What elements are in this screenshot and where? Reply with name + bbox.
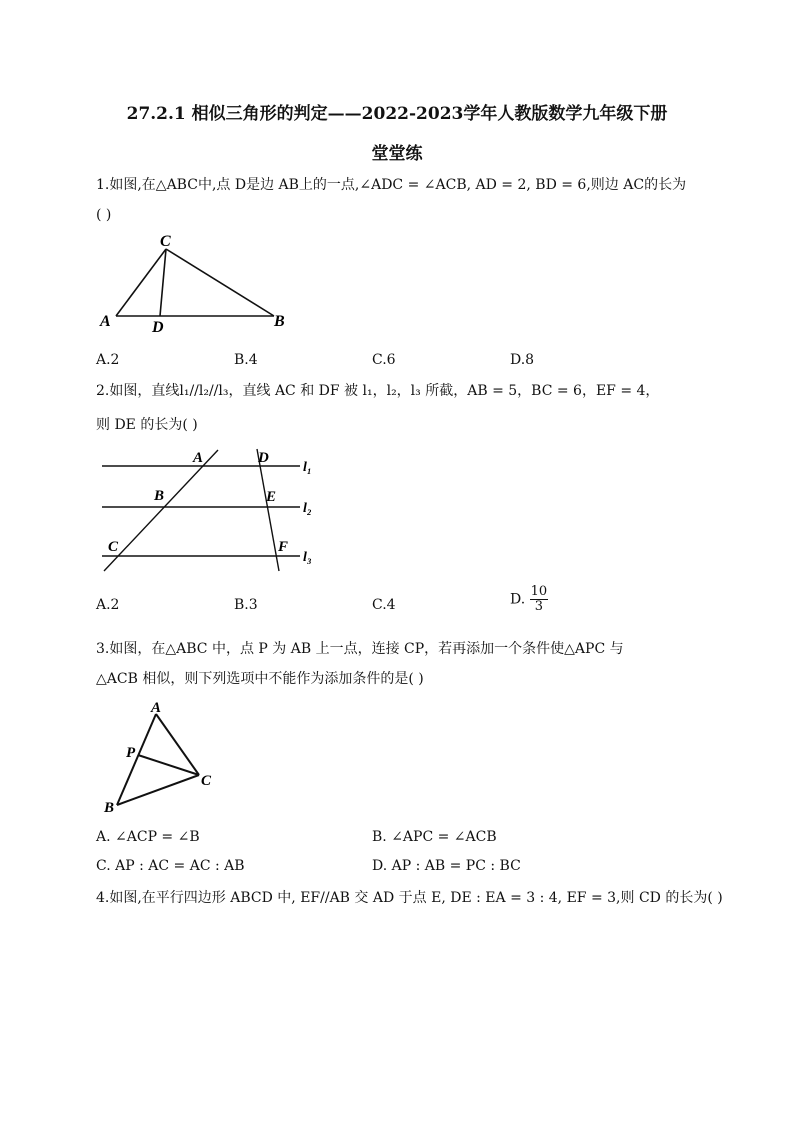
q1-option-b[interactable]: B.4 xyxy=(234,352,258,368)
q1-label-b: B xyxy=(274,313,285,330)
q1-option-c[interactable]: C.6 xyxy=(372,352,396,368)
q1-segment-cd xyxy=(160,249,166,316)
q1-option-a[interactable]: A.2 xyxy=(96,352,120,368)
q2-label-c: C xyxy=(108,539,119,555)
q1-segment-cb xyxy=(166,249,274,316)
q2-line-ac xyxy=(104,450,218,571)
q2-label-d: D xyxy=(258,450,269,466)
q1-label-a: A xyxy=(100,313,111,330)
q2-option-d-prefix: D. xyxy=(510,591,526,608)
q2-label-f: F xyxy=(278,539,289,555)
q2-stem-line1: 2.如图，直线l₁//l₂//l₃，直线 AC 和 DF 被 l₁，l₂，l₃ 所截，AB = 5，BC = 6，EF = 4， xyxy=(96,383,660,399)
q3-label-c: C xyxy=(201,773,212,789)
q3-stem-line2: △ACB 相似，则下列选项中不能作为添加条件的是( ) xyxy=(96,671,424,687)
q4-stem-line1: 4.如图,在平行四边形 ABCD 中, EF//AB 交 AD 于点 E, DE : EA = 3 : 4, EF = 3,则 CD 的长为( ) xyxy=(96,890,723,906)
q3-triangle-figure xyxy=(96,698,236,818)
q3-option-d[interactable]: D. AP : AB = PC : BC xyxy=(372,858,521,874)
page-subtitle: 堂堂练 xyxy=(371,144,423,164)
q2-label-l2: l₂ xyxy=(303,501,312,516)
q1-segment-ac xyxy=(116,249,166,316)
q2-option-d-numerator: 10 xyxy=(530,584,548,599)
q2-parallel-lines-figure xyxy=(96,445,326,575)
q2-option-d-denominator: 3 xyxy=(534,599,544,614)
q3-label-b: B xyxy=(104,800,115,816)
q3-label-a: A xyxy=(151,700,162,716)
q2-option-d[interactable] xyxy=(510,585,548,614)
q3-label-p: P xyxy=(126,745,136,761)
q1-stem-line2: ( ) xyxy=(96,207,112,223)
q1-stem-line1: 1.如图,在△ABC中,点 D是边 AB上的一点,∠ADC = ∠ACB, AD = 2, BD = 6,则边 AC的长为 xyxy=(96,177,687,193)
page-title: 27.2.1 相似三角形的判定——2022-2023学年人教版数学九年级下册 xyxy=(126,104,668,124)
q3-option-c[interactable]: C. AP : AC = AC : AB xyxy=(96,858,245,874)
q2-option-c[interactable]: C.4 xyxy=(372,597,396,613)
q1-option-d[interactable]: D.8 xyxy=(510,352,535,368)
q2-label-l1: l₁ xyxy=(303,460,312,475)
q3-stem-line1: 3.如图，在△ABC 中，点 P 为 AB 上一点，连接 CP，若再添加一个条件使△APC 与 xyxy=(96,641,624,657)
q1-triangle-figure xyxy=(96,230,306,340)
q2-label-a: A xyxy=(193,450,204,466)
q2-label-e: E xyxy=(266,489,277,505)
q1-label-c: C xyxy=(160,233,171,250)
q3-segment-ac xyxy=(156,714,199,775)
q2-stem-line2: 则 DE 的长为( ) xyxy=(96,417,198,433)
q2-label-b: B xyxy=(154,488,165,504)
q3-segment-pc xyxy=(138,755,199,775)
q2-option-a[interactable]: A.2 xyxy=(96,597,120,613)
q3-option-b[interactable]: B. ∠APC = ∠ACB xyxy=(372,829,497,845)
q3-segment-bc xyxy=(117,775,199,805)
q2-option-d-fraction xyxy=(530,585,549,614)
q2-option-b[interactable]: B.3 xyxy=(234,597,258,613)
q3-option-a[interactable]: A. ∠ACP = ∠B xyxy=(96,829,200,845)
q1-label-d: D xyxy=(152,319,164,336)
q2-line-df xyxy=(257,449,279,571)
q2-label-l3: l₃ xyxy=(303,550,312,565)
